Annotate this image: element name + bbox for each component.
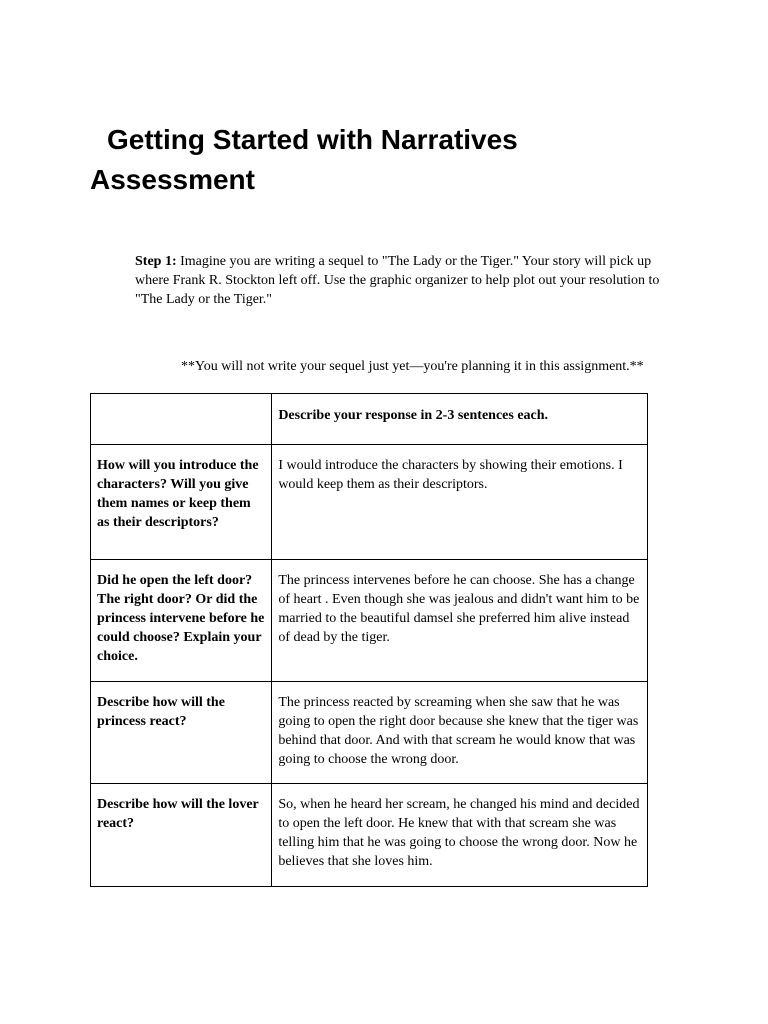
question-cell: Describe how will the princess react? bbox=[91, 682, 272, 784]
header-cell-instructions: Describe your response in 2-3 sentences each. bbox=[272, 394, 648, 445]
table-header-row bbox=[91, 394, 648, 445]
table-row bbox=[91, 682, 648, 784]
header-cell-empty bbox=[91, 394, 272, 445]
question-cell: Did he open the left door? The right door? Or did the princess intervene before he could choose? Explain your choice. bbox=[91, 560, 272, 682]
title-line-1: Getting Started with Narratives bbox=[107, 124, 518, 155]
planning-note: **You will not write your sequel just yet—you're planning it in this assignment.** bbox=[181, 359, 644, 374]
table-row bbox=[91, 784, 648, 887]
question-cell: How will you introduce the characters? Will you give them names or keep them as their descriptors? bbox=[91, 445, 272, 560]
question-cell: Describe how will the lover react? bbox=[91, 784, 272, 887]
answer-cell[interactable]: So, when he heard her scream, he changed his mind and decided to open the left door. He knew that with that scream she was telling him that he was going to choose the wrong door. Now he believes that she loves him. bbox=[272, 784, 648, 887]
graphic-organizer-table bbox=[90, 393, 648, 887]
answer-cell[interactable]: I would introduce the characters by showing their emotions. I would keep them as their descriptors. bbox=[272, 445, 648, 560]
table-row bbox=[91, 445, 648, 560]
table-row bbox=[91, 560, 648, 682]
page-title bbox=[90, 120, 690, 200]
step-label: Step 1: bbox=[135, 254, 177, 269]
step-text: Imagine you are writing a sequel to "The Lady or the Tiger." Your story will pick up where Frank R. Stockton left off. Use the graphic organizer to help plot out your resolution to "The Lady or the Tiger." bbox=[135, 254, 660, 307]
step-instructions bbox=[135, 252, 665, 309]
answer-cell[interactable]: The princess intervenes before he can choose. She has a change of heart . Even though she was jealous and didn't want him to be married to the beautiful damsel she preferred him alive instead of dead by the tiger. bbox=[272, 560, 648, 682]
answer-cell[interactable]: The princess reacted by screaming when she saw that he was going to open the right door because she knew that the tiger was behind that door. And with that scream he would know that was going to choose the wrong door. bbox=[272, 682, 648, 784]
title-line-2: Assessment bbox=[90, 164, 255, 195]
